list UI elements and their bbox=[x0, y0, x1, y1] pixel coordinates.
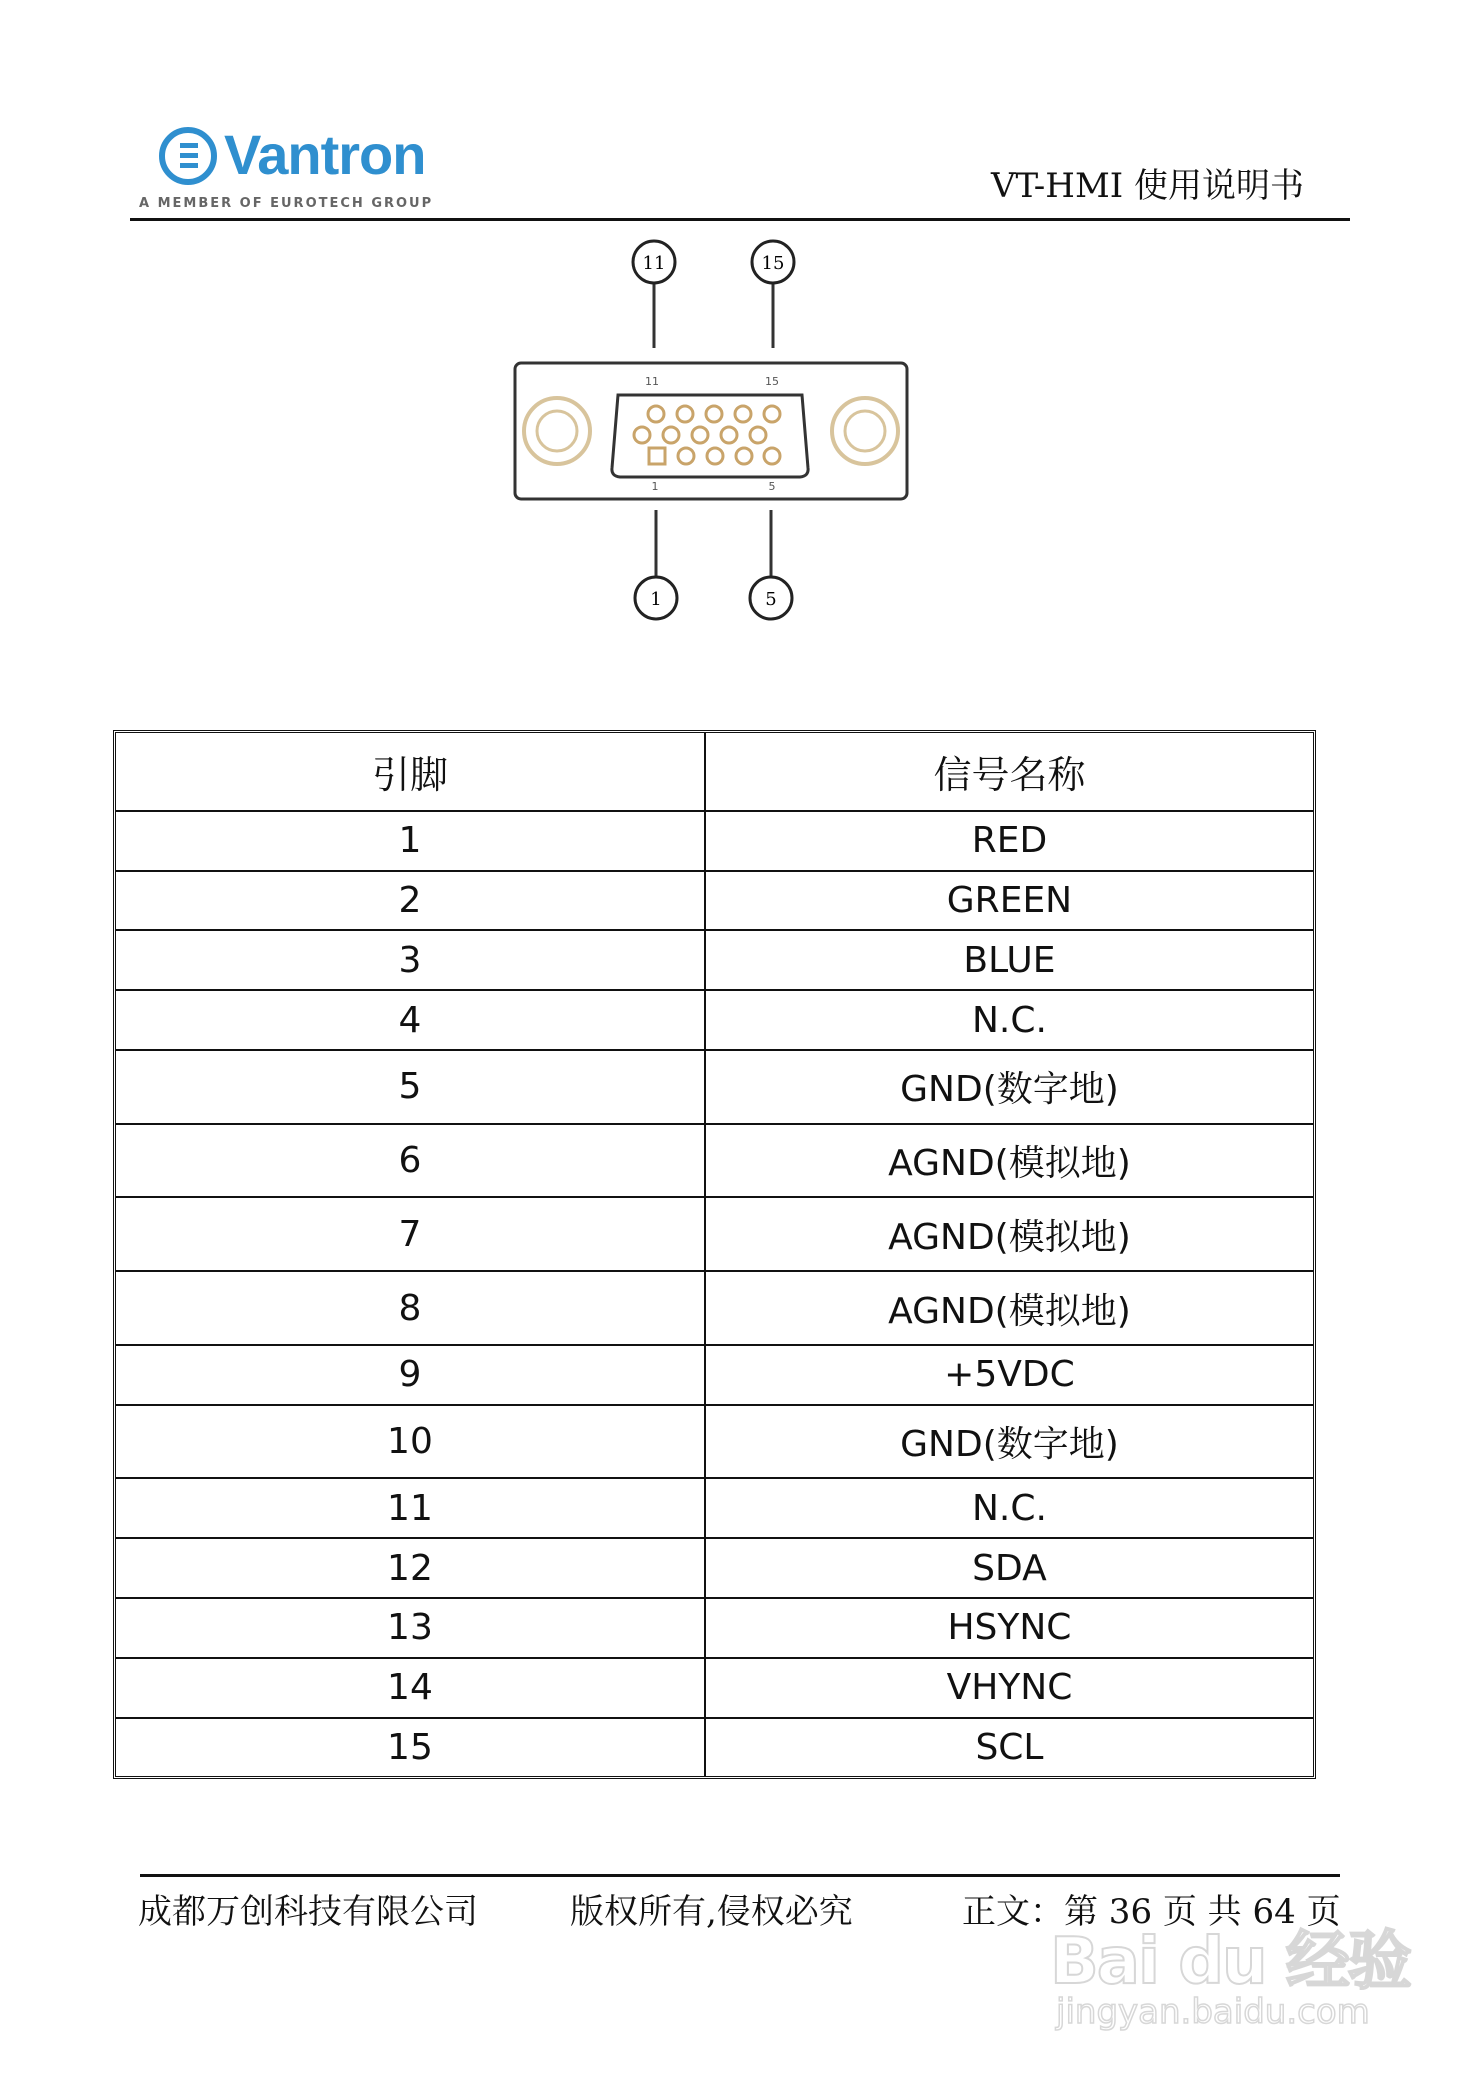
table-row bbox=[116, 1405, 1313, 1479]
pin-number: 11 bbox=[116, 1478, 705, 1538]
footer-divider bbox=[140, 1874, 1340, 1877]
header-signal-name: 信号名称 bbox=[705, 733, 1313, 811]
pin-number: 6 bbox=[116, 1124, 705, 1198]
table-row bbox=[116, 1718, 1313, 1776]
pin-number: 14 bbox=[116, 1658, 705, 1718]
table-row bbox=[116, 1538, 1313, 1598]
table-row bbox=[116, 1598, 1313, 1658]
table-row bbox=[116, 1197, 1313, 1271]
svg-text:5: 5 bbox=[768, 480, 776, 493]
table-row bbox=[116, 871, 1313, 931]
watermark-url: jingyan.baidu.com bbox=[1056, 1992, 1370, 2032]
pin-number: 4 bbox=[116, 990, 705, 1050]
pin-number: 13 bbox=[116, 1598, 705, 1658]
header-divider bbox=[130, 218, 1350, 221]
table-row bbox=[116, 1124, 1313, 1198]
vantron-logo-mark-icon bbox=[158, 126, 218, 186]
signal-name: RED bbox=[705, 811, 1313, 871]
table-row bbox=[116, 990, 1313, 1050]
svg-text:1: 1 bbox=[651, 480, 659, 493]
pin-number: 1 bbox=[116, 811, 705, 871]
signal-name: GND(数字地) bbox=[705, 1405, 1313, 1479]
callout-circle-5 bbox=[750, 577, 792, 619]
signal-name: +5VDC bbox=[705, 1345, 1313, 1405]
signal-name: AGND(模拟地) bbox=[705, 1271, 1313, 1345]
table-header-row bbox=[116, 733, 1313, 811]
svg-text:1: 1 bbox=[650, 589, 662, 610]
document-title: VT-HMI 使用说明书 bbox=[990, 166, 1304, 206]
table-row bbox=[116, 930, 1313, 990]
footer-company: 成都万创科技有限公司 bbox=[138, 1892, 478, 1932]
signal-name: N.C. bbox=[705, 1478, 1313, 1538]
svg-text:15: 15 bbox=[765, 375, 779, 388]
table-row bbox=[116, 1345, 1313, 1405]
callout-circle-15 bbox=[752, 241, 794, 283]
vantron-logo bbox=[134, 123, 434, 218]
pin-number: 12 bbox=[116, 1538, 705, 1598]
svg-text:11: 11 bbox=[645, 375, 659, 388]
pin-number: 5 bbox=[116, 1050, 705, 1124]
brand-name: Vantron bbox=[224, 123, 426, 186]
header-pin: 引脚 bbox=[116, 733, 705, 811]
baidu-jingyan-watermark bbox=[1050, 1910, 1410, 2050]
signal-name: VHYNC bbox=[705, 1658, 1313, 1718]
brand-tagline: A MEMBER OF EUROTECH GROUP bbox=[139, 196, 434, 211]
table-row bbox=[116, 1271, 1313, 1345]
svg-text:5: 5 bbox=[765, 589, 777, 610]
watermark-logo: Bai du 经验 bbox=[1050, 1925, 1410, 1999]
table-row bbox=[116, 1658, 1313, 1718]
signal-name: N.C. bbox=[705, 990, 1313, 1050]
table-row bbox=[116, 1050, 1313, 1124]
pin-number: 15 bbox=[116, 1718, 705, 1776]
signal-name: HSYNC bbox=[705, 1598, 1313, 1658]
svg-text:15: 15 bbox=[761, 253, 785, 274]
signal-name: BLUE bbox=[705, 930, 1313, 990]
pin-number: 10 bbox=[116, 1405, 705, 1479]
signal-name: GREEN bbox=[705, 871, 1313, 931]
callout-circle-11 bbox=[633, 241, 675, 283]
vga-connector-diagram bbox=[500, 238, 960, 658]
signal-name: GND(数字地) bbox=[705, 1050, 1313, 1124]
pin-number: 8 bbox=[116, 1271, 705, 1345]
signal-name: AGND(模拟地) bbox=[705, 1197, 1313, 1271]
pin-assignment-table bbox=[113, 730, 1316, 1779]
callout-circle-1 bbox=[635, 577, 677, 619]
footer-rights: 版权所有,侵权必究 bbox=[570, 1892, 853, 1932]
pin-number: 2 bbox=[116, 871, 705, 931]
signal-name: AGND(模拟地) bbox=[705, 1124, 1313, 1198]
table-row bbox=[116, 811, 1313, 871]
vga-connector-illustration bbox=[500, 238, 960, 658]
table-row bbox=[116, 1478, 1313, 1538]
pin-number: 9 bbox=[116, 1345, 705, 1405]
footer-page-number: 正文：第 36 页 共 64 页 bbox=[962, 1892, 1341, 1932]
pin-number: 3 bbox=[116, 930, 705, 990]
signal-name: SDA bbox=[705, 1538, 1313, 1598]
pin-number: 7 bbox=[116, 1197, 705, 1271]
signal-name: SCL bbox=[705, 1718, 1313, 1776]
svg-text:11: 11 bbox=[642, 253, 666, 274]
